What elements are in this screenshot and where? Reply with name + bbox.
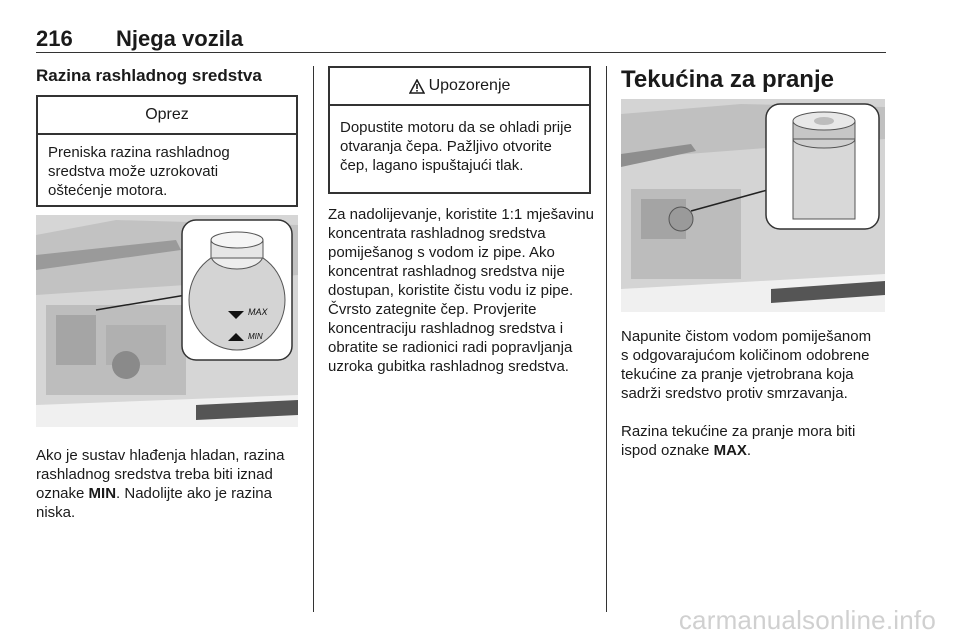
max-mark-label: MAX xyxy=(248,307,268,317)
coolant-reservoir-figure xyxy=(36,215,298,427)
washer-fill-paragraph: Napunite čistom vodom pomiješanom s odgovarajućom količinom odobrene tekućine za pranje vjetrobrana koja sadrži sredstvo protiv smrzavanja. xyxy=(621,328,872,402)
column-divider-left xyxy=(313,66,314,612)
section-heading-washer-fluid: Tekućina za pranje xyxy=(621,66,834,93)
washer-level-paragraph: Razina tekućine za pranje mora biti ispod oznake MAX. xyxy=(621,423,856,459)
caution-title: Oprez xyxy=(38,97,296,135)
chapter-title: Njega vozila xyxy=(116,26,244,51)
section-heading-coolant: Razina rashladnog sredstva xyxy=(36,66,262,85)
warning-text: Dopustite motoru da se ohladi prije otvaranja čepa. Pažljivo otvorite čep, lagano ispuštajući tlak. xyxy=(340,119,572,174)
warning-title: Upozorenje xyxy=(428,77,511,94)
watermark: carmanualsonline.info xyxy=(678,605,936,635)
warning-header xyxy=(330,68,589,106)
coolant-level-paragraph: Ako je sustav hlađenja hladan, razina rashladnog sredstva treba biti iznad oznake MIN. Nadolijte ako je razina niska. xyxy=(36,447,285,521)
caution-box xyxy=(36,95,298,207)
max-label: MAX xyxy=(713,442,747,459)
caution-text: Preniska razina rashladnog sredstva može uzrokovati oštećenje motora. xyxy=(48,144,230,199)
refill-paragraph: Za nadolijevanje, koristite 1:1 mješavinu koncentrata rashladnog sredstva pomiješanog s vodom iz pipe. Ako koncentrat rashladnog sredstva nije dostupan, koristite čistu vodu iz pipe. Čvrsto zategnite čep. Provjerite koncentraciju rashladnog sredstva i obratite se radionici radi popravljanja uzroka gubitka rashladnog sredstva. xyxy=(328,206,594,375)
column-divider-right xyxy=(606,66,607,612)
warning-triangle-icon xyxy=(409,79,425,94)
coolant-reservoir-illustration xyxy=(36,215,298,427)
header-rule xyxy=(36,52,886,53)
min-mark-label: MIN xyxy=(248,332,263,341)
washer-reservoir-illustration xyxy=(621,99,885,312)
min-label: MIN xyxy=(88,485,117,502)
page-number: 216 xyxy=(36,26,73,51)
warning-box xyxy=(328,66,591,194)
washer-reservoir-figure xyxy=(621,99,885,312)
